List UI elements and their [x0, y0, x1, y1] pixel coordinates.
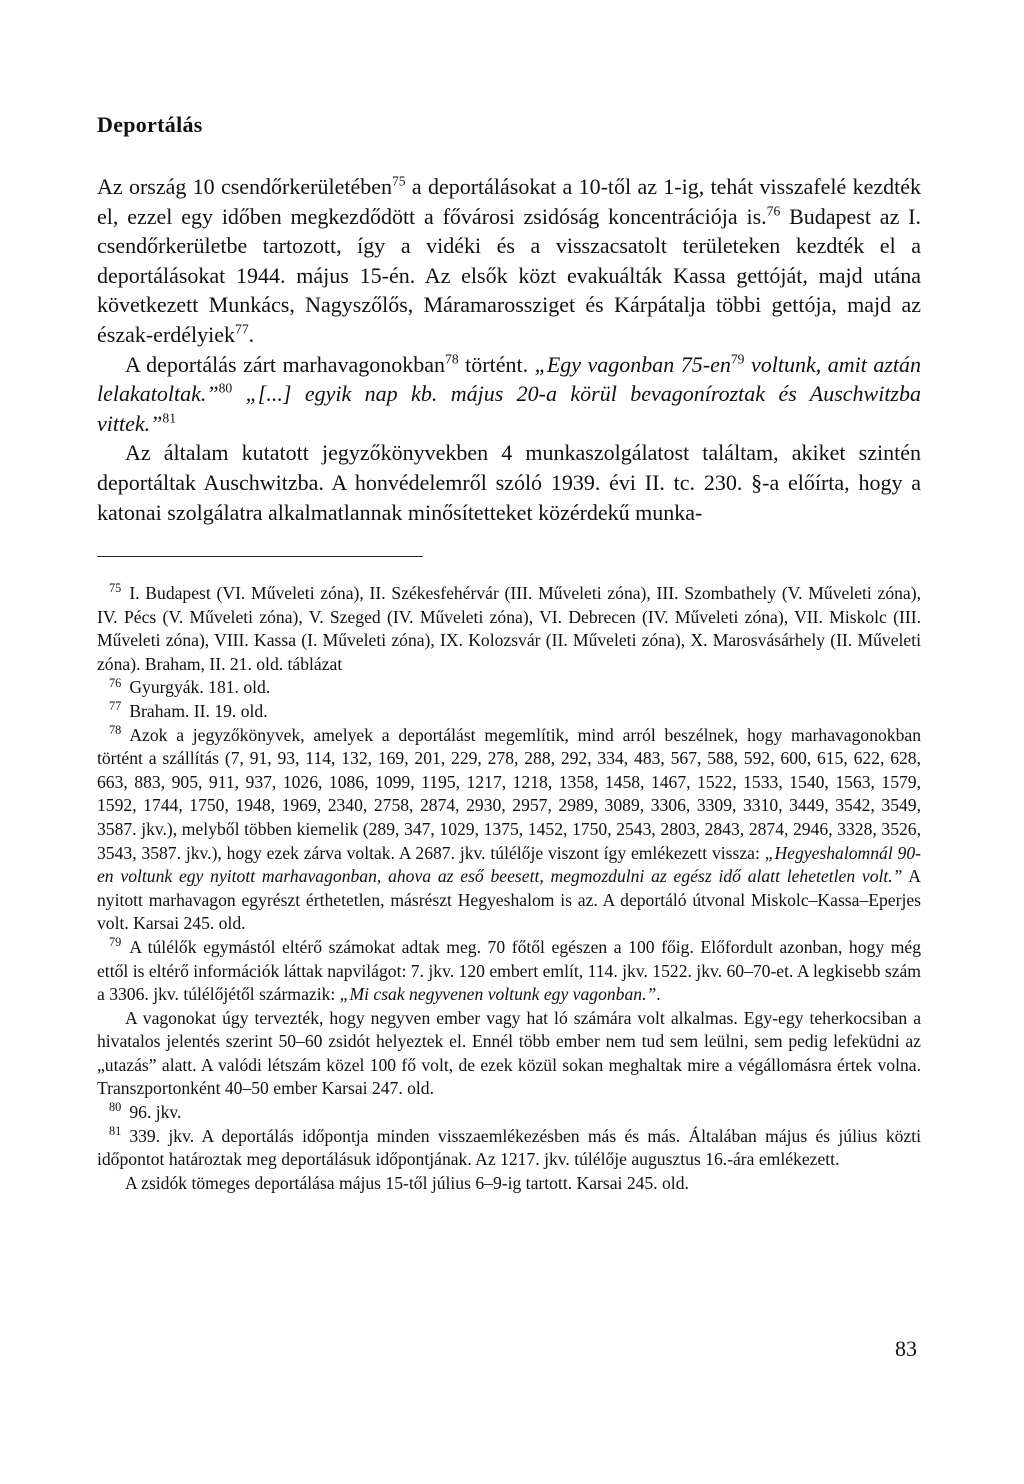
- footnote-75: [97, 582, 921, 676]
- footnote-ref-75[interactable]: 75: [391, 173, 406, 189]
- quote-run: voltunk, amit aztán lelakatoltak.”: [97, 351, 922, 407]
- text-run: A deportálás zárt marhavagonokban: [125, 351, 446, 377]
- body-text: [97, 172, 921, 527]
- footnote-mark: 81: [109, 1123, 122, 1138]
- paragraph-3: Az általam kutatott jegyzőkönyvekben 4 munkaszolgálatost találtam, akiket szintén deportáltak Auschwitzba. A honvédelemről szóló 1939. évi II. tc. 230. §-a előírta, hogy a katonai szolgálatra alkalmatlannak minősítetteket közérdekű munka-: [97, 440, 921, 525]
- footnote-ref-77[interactable]: 77: [235, 321, 249, 337]
- section-heading: Deportálás: [97, 112, 203, 137]
- document-page: [97, 0, 927, 1484]
- footnote-mark: 75: [109, 581, 122, 596]
- footnote-mark: 77: [109, 699, 122, 714]
- footnote-mark: 79: [109, 935, 122, 950]
- footnote-80: [97, 1101, 921, 1125]
- footnote-quote: „Mi csak negyvenen voltunk egy vagonban.”: [339, 984, 657, 1005]
- paragraph-1: [97, 172, 921, 350]
- footnote-text: A túlélők egymástól eltérő számokat adtak meg. 70 főtől egészen a 100 főig. Előfordult azonban, hogy még ettől is eltérő információk láttak napvilágot: 7. jkv. 120 embert említ, 114. jkv. 1522. jkv. 60–70-et. A legkisebb szám a 3306. jkv. túlélőjétől származik:: [97, 936, 921, 1005]
- paragraph-2: [97, 350, 921, 439]
- text-run: történt.: [458, 351, 535, 377]
- footnote-text: Braham. II. 19. old.: [129, 700, 268, 721]
- footnote-79-continued: A vagonokat úgy tervezték, hogy negyven ember vagy hat ló számára volt alkalmas. Egy-egy teherkocsiban a hivatalos jelentés szerint 50–60 zsidót helyeztek el. Ennél több ember nem tud sem leülni, sem pedig lefeküdni az „utazás” alatt. A valódi létszám közel 100 fő volt, de ezek közül sokan meghaltak mire a végállomásra értek volna. Transzportonként 40–50 ember Karsai 247. old.: [97, 1007, 921, 1099]
- footnote-ref-76[interactable]: 76: [766, 203, 781, 219]
- footnote-ref-81[interactable]: 81: [162, 410, 176, 426]
- quote-run: „Egy vagonban 75-en: [534, 351, 731, 377]
- footnote-mark: 78: [109, 722, 122, 737]
- footnote-ref-78[interactable]: 78: [445, 351, 459, 367]
- footnote-79: [97, 936, 921, 1007]
- footnote-text: Gyurgyák. 181. old.: [129, 677, 271, 698]
- quote-run: „[...] egyik nap kb. május 20-a körül bevagoníroztak és Auschwitzba vittek.”: [97, 381, 921, 436]
- footnote-77: [97, 700, 921, 724]
- footnote-ref-79[interactable]: 79: [730, 351, 745, 367]
- footnote-81-continued: A zsidók tömeges deportálása május 15-től július 6–9-ig tartott. Karsai 245. old.: [125, 1172, 689, 1193]
- footnote-quote: „Hegyeshalomnál 90-en voltunk egy nyitott marhavagonban, ahova az eső beesett, megmozdulni az egész idő alatt lehetetlen volt.”: [97, 842, 921, 887]
- footnote-text: .: [656, 984, 661, 1005]
- footnote-text: 96. jkv.: [129, 1102, 182, 1123]
- footnotes: [97, 582, 921, 1195]
- footnote-text: 339. jkv. A deportálás időpontja minden visszaemlékezésben más és más. Általában május és július közti időpontot határoztak meg deportálásuk időpontjának. Az 1217. jkv. túlélője augusztus 16.-ára emlékezett.: [97, 1125, 921, 1170]
- footnote-text: A nyitott marhavagon egyrészt érthetetlen, másrészt Hegyeshalom is az. A deportáló útvonal Miskolc–Kassa–Eperjes volt. Karsai 245. old.: [97, 866, 921, 934]
- footnote-separator: [97, 556, 423, 557]
- footnote-text: Azok a jegyzőkönyvek, amelyek a deportálást megemlítik, mind arról beszélnek, hogy marhavagonokban történt a szállítás (7, 91, 93, 114, 132, 169, 201, 229, 278, 288, 292, 334, 483, 567, 588, 592, 600, 615, 622, 628, 663, 883, 905, 911, 937, 1026, 1086, 1099, 1195, 1217, 1218, 1358, 1458, 1467, 1522, 1533, 1540, 1563, 1579, 1592, 1744, 1750, 1948, 1969, 2340, 2758, 2874, 2930, 2957, 2989, 3089, 3306, 3309, 3310, 3449, 3542, 3549, 3587. jkv.), melyből többen kiemelik (289, 347, 1029, 1375, 1452, 1750, 2543, 2803, 2843, 2874, 2946, 3328, 3526, 3543, 3587. jkv.), hogy ezek zárva voltak. A 2687. jkv. túlélője viszont így emlékezett vissza:: [97, 724, 921, 863]
- text-run: Budapest az I. csendőrkerületbe tartozott, így a vidéki és a visszacsatolt területeken kezdték el a deportálásokat 1944. május 15-én. Az elsők közt evakuálták Kassa gettóját, majd utána következett Munkács, Nagyszőlős, Máramarossziget és Kárpátalja többi gettója, majd az észak-erdélyiek: [97, 203, 921, 347]
- text-run: Az ország 10 csendőrkerületében: [97, 174, 392, 199]
- footnote-mark: 76: [109, 675, 122, 690]
- text-run: a deportálásokat a 10-től az 1-ig, tehát visszafelé kezdték el, ezzel egy időben megkezdődött a fővárosi zsidóság koncentrációja is.: [97, 174, 921, 229]
- footnote-78: [97, 724, 921, 936]
- footnote-81: [97, 1125, 921, 1172]
- page-number: 83: [895, 1336, 917, 1361]
- footnote-76: [97, 676, 921, 700]
- text-run: .: [248, 321, 255, 347]
- footnote-mark: 80: [109, 1100, 122, 1115]
- footnote-ref-80[interactable]: 80: [218, 380, 233, 396]
- footnote-text: I. Budapest (VI. Műveleti zóna), II. Székesfehérvár (III. Műveleti zóna), III. Szombathely (V. Műveleti zóna), IV. Pécs (V. Műveleti zóna), V. Szeged (IV. Műveleti zóna), VI. Debrecen (IV. Műveleti zóna), VII. Miskolc (III. Műveleti zóna), VIII. Kassa (I. Műveleti zóna), IX. Kolozsvár (II. Műveleti zóna), X. Marosvásárhely (II. Műveleti zóna). Braham, II. 21. old. táblázat: [97, 583, 921, 674]
